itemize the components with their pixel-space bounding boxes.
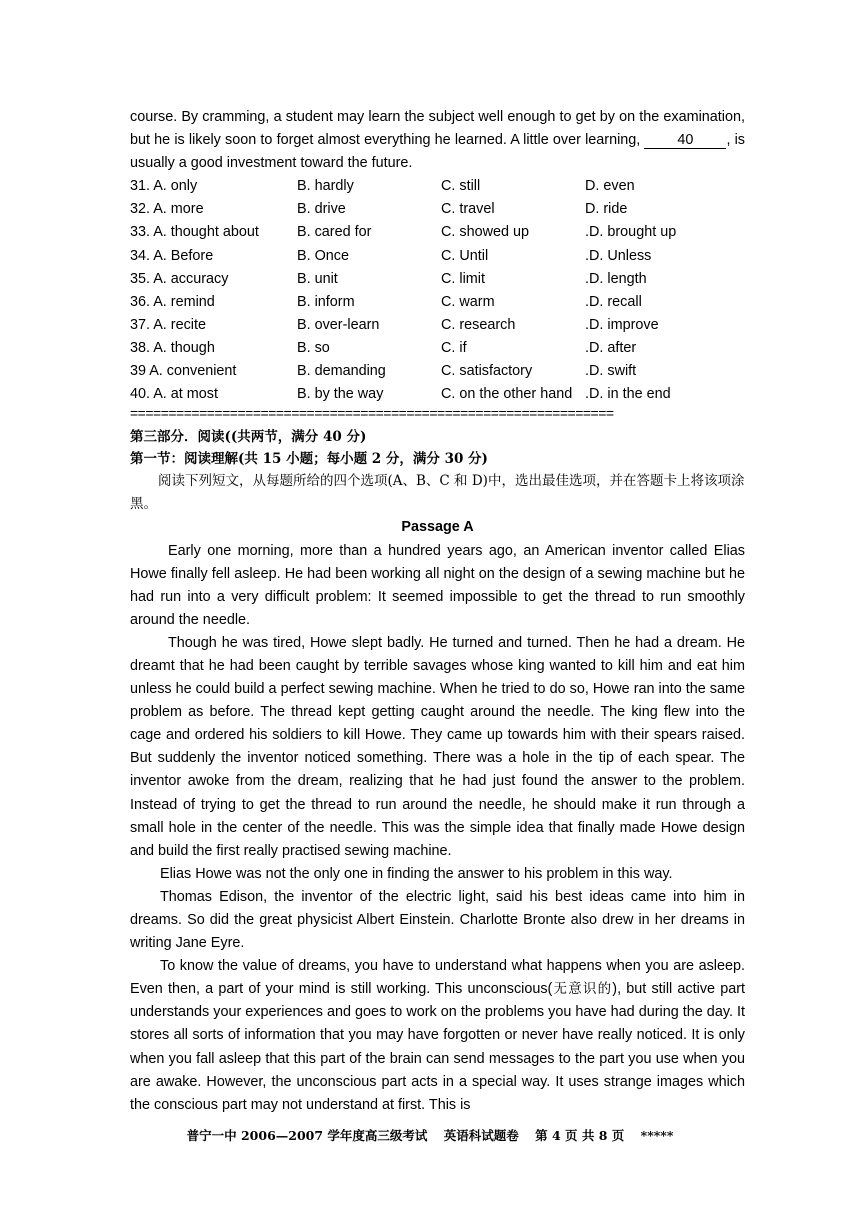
option-b: B. Once	[297, 247, 349, 264]
option-row	[130, 198, 745, 221]
option-a: 31. A. only	[130, 178, 198, 195]
instructions: 阅读下列短文，从每题所给的四个选项(A、B、C 和 D)中，选出最佳选项，并在答题卡上将该项涂黑。	[130, 473, 745, 513]
option-d: .D. after	[585, 339, 637, 356]
option-row	[130, 221, 745, 244]
paragraph-4: Thomas Edison, the inventor of the electric light, said his best ideas came into him in dreams. So did the great physicist Albert Einstein. Charlotte Bronte also drew in her dreams in writing Jane Eyre.	[130, 888, 745, 952]
option-c: C. still	[441, 178, 481, 195]
paragraph-5-part-1: To know the value of dreams, you have to understand what happens when you are asleep. Even then, a part of your mind is still working. This unconscious(	[130, 958, 745, 998]
option-row	[130, 383, 745, 406]
option-c: C. if	[441, 339, 467, 356]
cloze-text-part-1: course. By cramming, a student may learn the subject well enough to get by on the examination, but he is likely soon to forget almost everything he learned. A little over learning,	[130, 109, 745, 149]
page-footer	[0, 1126, 860, 1146]
paragraph-3: Elias Howe was not the only one in finding the answer to his problem in this way.	[160, 865, 673, 882]
option-d: .D. Unless	[585, 247, 652, 264]
option-d: .D. recall	[585, 293, 642, 310]
option-a: 32. A. more	[130, 201, 204, 218]
option-row	[130, 245, 745, 268]
option-d: D. even	[585, 178, 635, 195]
chinese-gloss: 无意识的	[552, 981, 613, 998]
option-c: C. travel	[441, 201, 495, 218]
option-a: 38. A. though	[130, 339, 215, 356]
footer-school: 普宁一中 2006—2007 学年度高三级考试	[186, 1128, 428, 1143]
option-a: 35. A. accuracy	[130, 270, 229, 287]
option-c: C. on the other hand	[441, 386, 573, 403]
option-a: 37. A. recite	[130, 316, 206, 333]
passage-title: Passage A	[401, 519, 474, 536]
option-c: C. Until	[441, 247, 489, 264]
option-c: C. satisfactory	[441, 363, 533, 380]
option-c: C. showed up	[441, 224, 529, 241]
option-a: 33. A. thought about	[130, 224, 259, 241]
footer-page-number: 第 4 页 共 8 页	[535, 1128, 625, 1143]
option-row	[130, 268, 745, 291]
option-a: 36. A. remind	[130, 293, 215, 310]
cloze-passage-end	[130, 106, 745, 175]
option-b: B. inform	[297, 293, 355, 310]
option-c: C. warm	[441, 293, 495, 310]
section-divider: ===============================================================	[130, 406, 614, 422]
subsection-title: 第一节：阅读理解(共 15 小题；每小题 2 分，满分 30 分)	[130, 451, 488, 468]
option-b: B. demanding	[297, 363, 386, 380]
option-d: .D. length	[585, 270, 647, 287]
option-b: B. hardly	[297, 178, 354, 195]
option-row	[130, 175, 745, 198]
option-d: .D. in the end	[585, 386, 671, 403]
option-b: B. so	[297, 339, 330, 356]
option-row	[130, 291, 745, 314]
cloze-text-part-2: , is usually a good investment toward the future.	[130, 132, 745, 172]
option-a: 34. A. Before	[130, 247, 214, 264]
option-c: C. limit	[441, 270, 485, 287]
option-row	[130, 337, 745, 360]
option-b: B. unit	[297, 270, 338, 287]
option-d: D. ride	[585, 201, 628, 218]
paragraph-5-part-2: ), but still active part understands your experiences and goes to work on the problems you have had during the day. It stores all sorts of information that you may have forgotten or never have really noticed. It is only when you fall asleep that this part of the brain can send messages to the part you use when you are awake. However, the unconscious part acts in a special way. It uses strange images which the conscious part may not understand at first. This is	[130, 981, 745, 1113]
paragraph-2: Though he was tired, Howe slept badly. He turned and turned. Then he had a dream. He dreamt that he had been caught by terrible savages whose king wanted to kill him and eat him unless he could build a perfect sewing machine. When he tried to do so, Howe ran into the same problem as before. The thread kept getting caught around the needle. The king flew into the cage and ordered his soldiers to kill Howe. They came up towards him with their spears raised. But suddenly the inventor noticed something. There was a hole in the tip of each spear. The inventor awoke from the dream, realizing that he had just found the answer to the problem. Instead of trying to get the thread to run around the needle, he should make it run through a small hole in the center of the needle. This was the simple idea that finally made Howe design and build the first really practised sewing machine.	[130, 634, 745, 859]
option-row	[130, 360, 745, 383]
option-b: B. by the way	[297, 386, 384, 403]
paragraph-1: Early one morning, more than a hundred years ago, an American inventor called Elias Howe finally fell asleep. He had been working all night on the design of a sewing machine but he had run into a very difficult problem: It seemed impossible to get the thread to run smoothly around the needle.	[130, 542, 745, 628]
option-a: 39 A. convenient	[130, 363, 237, 380]
option-b: B. drive	[297, 201, 346, 218]
option-a: 40. A. at most	[130, 386, 218, 403]
paragraph-5	[130, 955, 745, 1117]
section-title: 第三部分．阅读((共两节，满分 40 分)	[130, 429, 367, 446]
answer-blank: 40	[644, 132, 726, 149]
answer-options-list	[130, 175, 745, 406]
option-c: C. research	[441, 316, 516, 333]
option-d: .D. improve	[585, 316, 659, 333]
option-b: B. cared for	[297, 224, 372, 241]
exam-page	[130, 106, 745, 1117]
option-b: B. over-learn	[297, 316, 380, 333]
option-row	[130, 314, 745, 337]
footer-stars: *****	[640, 1128, 674, 1143]
option-d: .D. brought up	[585, 224, 677, 241]
footer-subject: 英语科试题卷	[443, 1128, 519, 1143]
option-d: .D. swift	[585, 363, 637, 380]
